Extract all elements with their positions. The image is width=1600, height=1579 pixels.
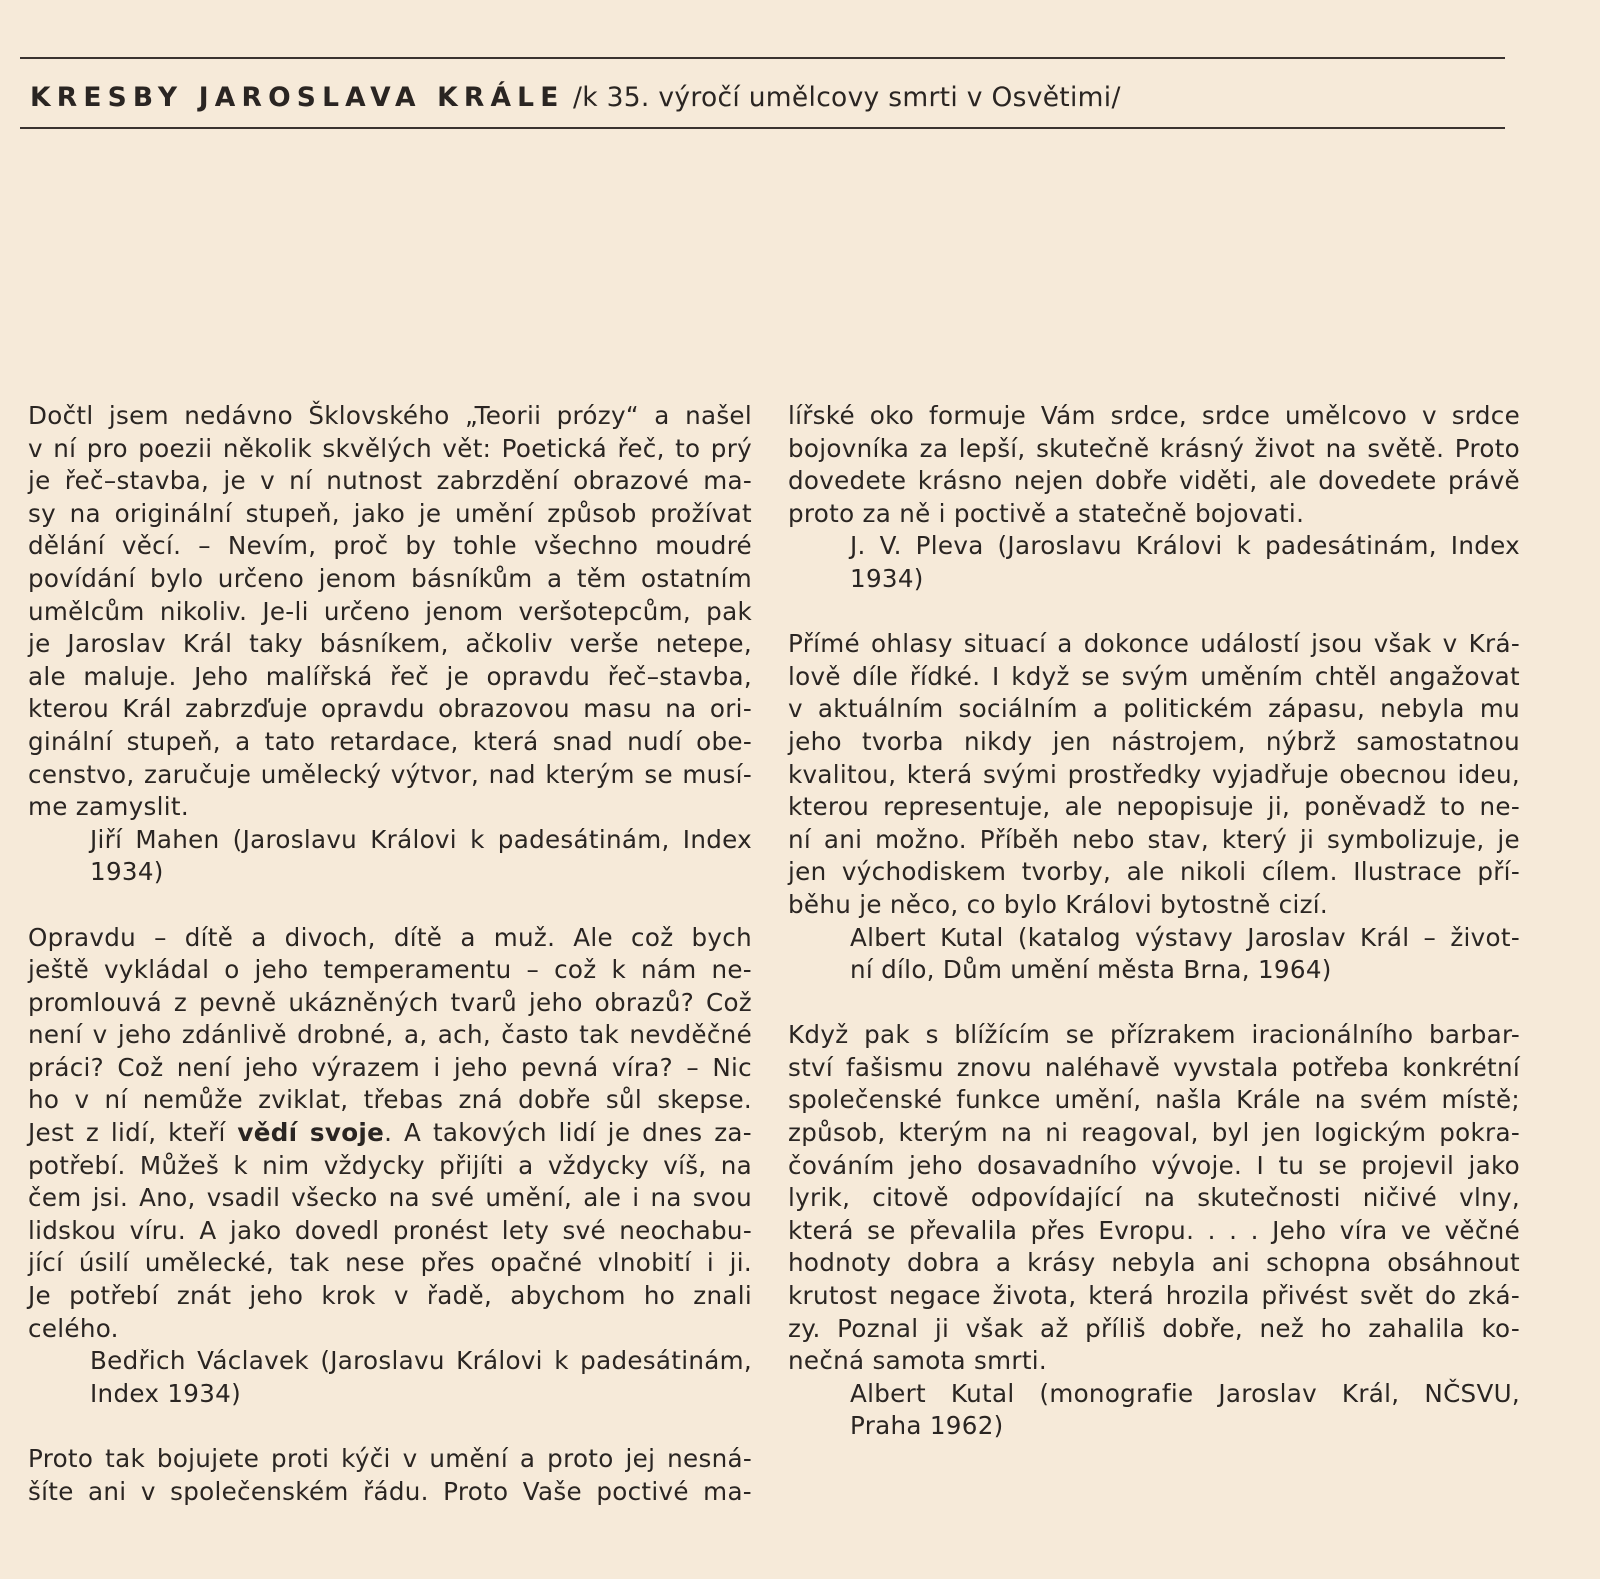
text-line: je řeč–stavba, je v ní nutnost zabrzdění obrazové ma- <box>28 466 752 496</box>
quote-mahen <box>28 400 752 824</box>
text-line: Albert Kutal (monografie Jaroslav Král, NČSVU, <box>850 1378 1520 1408</box>
text-line: je Jaroslav Král taky básníkem, ačkoliv verše netepe, <box>28 629 752 659</box>
text-line: kterou Král zabrzďuje opravdu obrazovou masu na ori- <box>28 694 752 724</box>
text-line: celého. <box>28 1313 119 1343</box>
text-line: lyrik, citově odpovídající na skutečnosti ničivé vlny, <box>788 1183 1520 1213</box>
attribution-pleva <box>788 530 1520 595</box>
text-line: hodnoty dobra a krásy nebyla ani schopna obsáhnout <box>788 1248 1520 1278</box>
text-line: Opravdu – dítě a divoch, dítě a muž. Ale což bych <box>28 922 752 952</box>
quote-kutal-monografie <box>788 1019 1520 1378</box>
quote-vaclavek-bold-line: Jest z lidí, kteří vědí svoje. A takových lidí je dnes za- <box>28 1118 752 1148</box>
text-line: 1934) <box>850 563 924 593</box>
text-line: censtvo, zaručuje umělecký výtvor, nad kterým se musí- <box>28 759 752 789</box>
text-line: Jiří Mahen (Jaroslavu Královi k padesátinám, Index <box>90 824 752 854</box>
text-line: ještě vykládal o jeho temperamentu – což k nám ne- <box>28 955 752 985</box>
text-line: proto za ně i poctivě a statečně bojovati. <box>788 498 1305 528</box>
text-line: není v jeho zdánlivě drobné, a, ach, často tak nevděčné <box>28 1020 752 1050</box>
text-line: ale maluje. Jeho malířská řeč je opravdu řeč–stavba, <box>28 661 752 691</box>
text-line: dělání věcí. – Nevím, proč by tohle všechno moudré <box>28 531 752 561</box>
attribution-mahen <box>28 824 752 889</box>
quote-kutal-katalog <box>788 628 1520 921</box>
text-line: v aktuálním sociálním a politickém zápasu, nebyla mu <box>788 694 1520 724</box>
text-line: běhu je něco, co bylo Královi bytostně cizí. <box>788 889 1329 919</box>
quote-vaclavek-part-a <box>28 922 752 1118</box>
text-line: jeho tvorba nikdy jen nástrojem, nýbrž samostatnou <box>788 726 1520 756</box>
text-line: čem jsi. Ano, vsadil všecko na své umění, ale i na svou <box>28 1183 752 1213</box>
text-line: Když pak s blížícím se přízrakem iracionálního barbar- <box>788 1020 1520 1050</box>
text-line: bojovníka za lepší, skutečně krásný život na světě. Proto <box>788 433 1520 463</box>
text-line: Praha 1962) <box>850 1411 1004 1441</box>
text-line: způsob, kterým na ni reagoval, byl jen logickým pokra- <box>788 1118 1520 1148</box>
title-main: KRESBY JAROSLAVA KRÁLE <box>30 82 565 113</box>
text-line: ho v ní nemůže zviklat, třebas zná dobře sůl skepse. <box>28 1085 752 1115</box>
text-line: ství fašismu znovu naléhavě vyvstala potřeba konkrétní <box>788 1052 1520 1082</box>
article-title <box>30 80 1121 116</box>
text-line: ní dílo, Dům umění města Brna, 1964) <box>850 955 1332 985</box>
text-line: Dočtl jsem nedávno Šklovského „Teorii prózy“ a našel <box>28 401 752 430</box>
quote-vaclavek-part-b <box>28 1150 752 1346</box>
text-line: J. V. Pleva (Jaroslavu Královi k padesátinám, Index <box>850 531 1520 561</box>
text-line: me zamyslit. <box>28 792 189 822</box>
text-line: šíte ani v společenském řádu. Proto Vaše poctivé ma- <box>28 1476 752 1506</box>
emphasis-vedi-svoje: vědí svoje <box>237 1118 385 1148</box>
right-column <box>788 400 1520 1443</box>
text-line: povídání bylo určeno jenom básníkům a těm ostatním <box>28 563 752 593</box>
text-line: Proto tak bojujete proti kýči v umění a proto jej nesná- <box>28 1444 752 1473</box>
text-line: lidskou víru. A jako dovedl pronést lety své neochabu- <box>28 1215 752 1245</box>
text-line: zy. Poznal ji však až příliš dobře, než ho zahalila ko- <box>788 1313 1520 1343</box>
text-line: lířské oko formuje Vám srdce, srdce umělcovo v srdce <box>788 401 1520 430</box>
header-top-rule <box>20 57 1505 59</box>
text-line: jen východiskem tvorby, ale nikoli cílem. Ilustrace pří- <box>788 857 1520 887</box>
text-line: Albert Kutal (katalog výstavy Jaroslav Král – život- <box>850 922 1520 952</box>
text-line: kterou representuje, ale nepopisuje ji, poněvadž to ne- <box>788 792 1520 822</box>
quote-pleva-end <box>788 400 1520 530</box>
text-line: kvalitou, která svými prostředky vyjadřuje obecnou ideu, <box>788 759 1520 789</box>
quote-pleva-start <box>28 1443 752 1508</box>
text-line: nečná samota smrti. <box>788 1346 1048 1376</box>
text-line: ginální stupeň, a tato retardace, která snad nudí obe- <box>28 726 752 756</box>
text-line: Index 1934) <box>90 1378 242 1408</box>
text-line: krutost negace života, která hrozila přivést svět do zká- <box>788 1281 1520 1311</box>
text-line: potřebí. Můžeš k nim vždycky přijíti a vždycky víš, na <box>28 1150 752 1180</box>
text-line: lově díle řídké. I když se svým uměním chtěl angažovat <box>788 661 1520 691</box>
left-column <box>28 400 752 1508</box>
text-line: jící úsilí umělecké, tak nese přes opačné vlnobití i ji. <box>28 1248 752 1278</box>
header-bottom-rule <box>20 127 1505 129</box>
text-line: společenské funkce umění, našla Krále na svém místě; <box>788 1085 1520 1115</box>
text-line: ní ani možno. Příběh nebo stav, který ji symbolizuje, je <box>788 824 1520 854</box>
text-line: Bedřich Václavek (Jaroslavu Královi k padesátinám, <box>90 1346 752 1376</box>
text-line: Přímé ohlasy situací a dokonce událostí jsou však v Krá- <box>788 629 1520 659</box>
title-subtitle: /k 35. výročí umělcovy smrti v Osvětimi/ <box>573 82 1121 113</box>
attribution-kutal-monografie <box>788 1378 1520 1443</box>
attribution-kutal-katalog <box>788 922 1520 987</box>
text-line: v ní pro poezii několik skvělých vět: Poetická řeč, to prý <box>28 433 752 463</box>
attribution-vaclavek <box>28 1345 752 1410</box>
text-line: dovedete krásno nejen dobře viděti, ale dovedete právě <box>788 466 1520 496</box>
text-line: 1934) <box>90 857 164 887</box>
quote-vaclavek <box>28 922 752 1346</box>
text-line: práci? Což není jeho výrazem i jeho pevná víra? – Nic <box>28 1052 752 1082</box>
text-line: sy na originální stupeň, jako je umění způsob prožívat <box>28 498 752 528</box>
text-line: která se převalila přes Evropu. . . . Jeho víra ve věčné <box>788 1215 1520 1245</box>
text-line: promlouvá z pevně ukázněných tvarů jeho obrazů? Což <box>28 987 752 1017</box>
text-line: čováním jeho dosavadního vývoje. I tu se projevil jako <box>788 1150 1520 1180</box>
text-line: umělcům nikoliv. Je-li určeno jenom veršotepcům, pak <box>28 596 752 626</box>
text-line: Je potřebí znát jeho krok v řadě, abychom ho znali <box>28 1281 752 1311</box>
